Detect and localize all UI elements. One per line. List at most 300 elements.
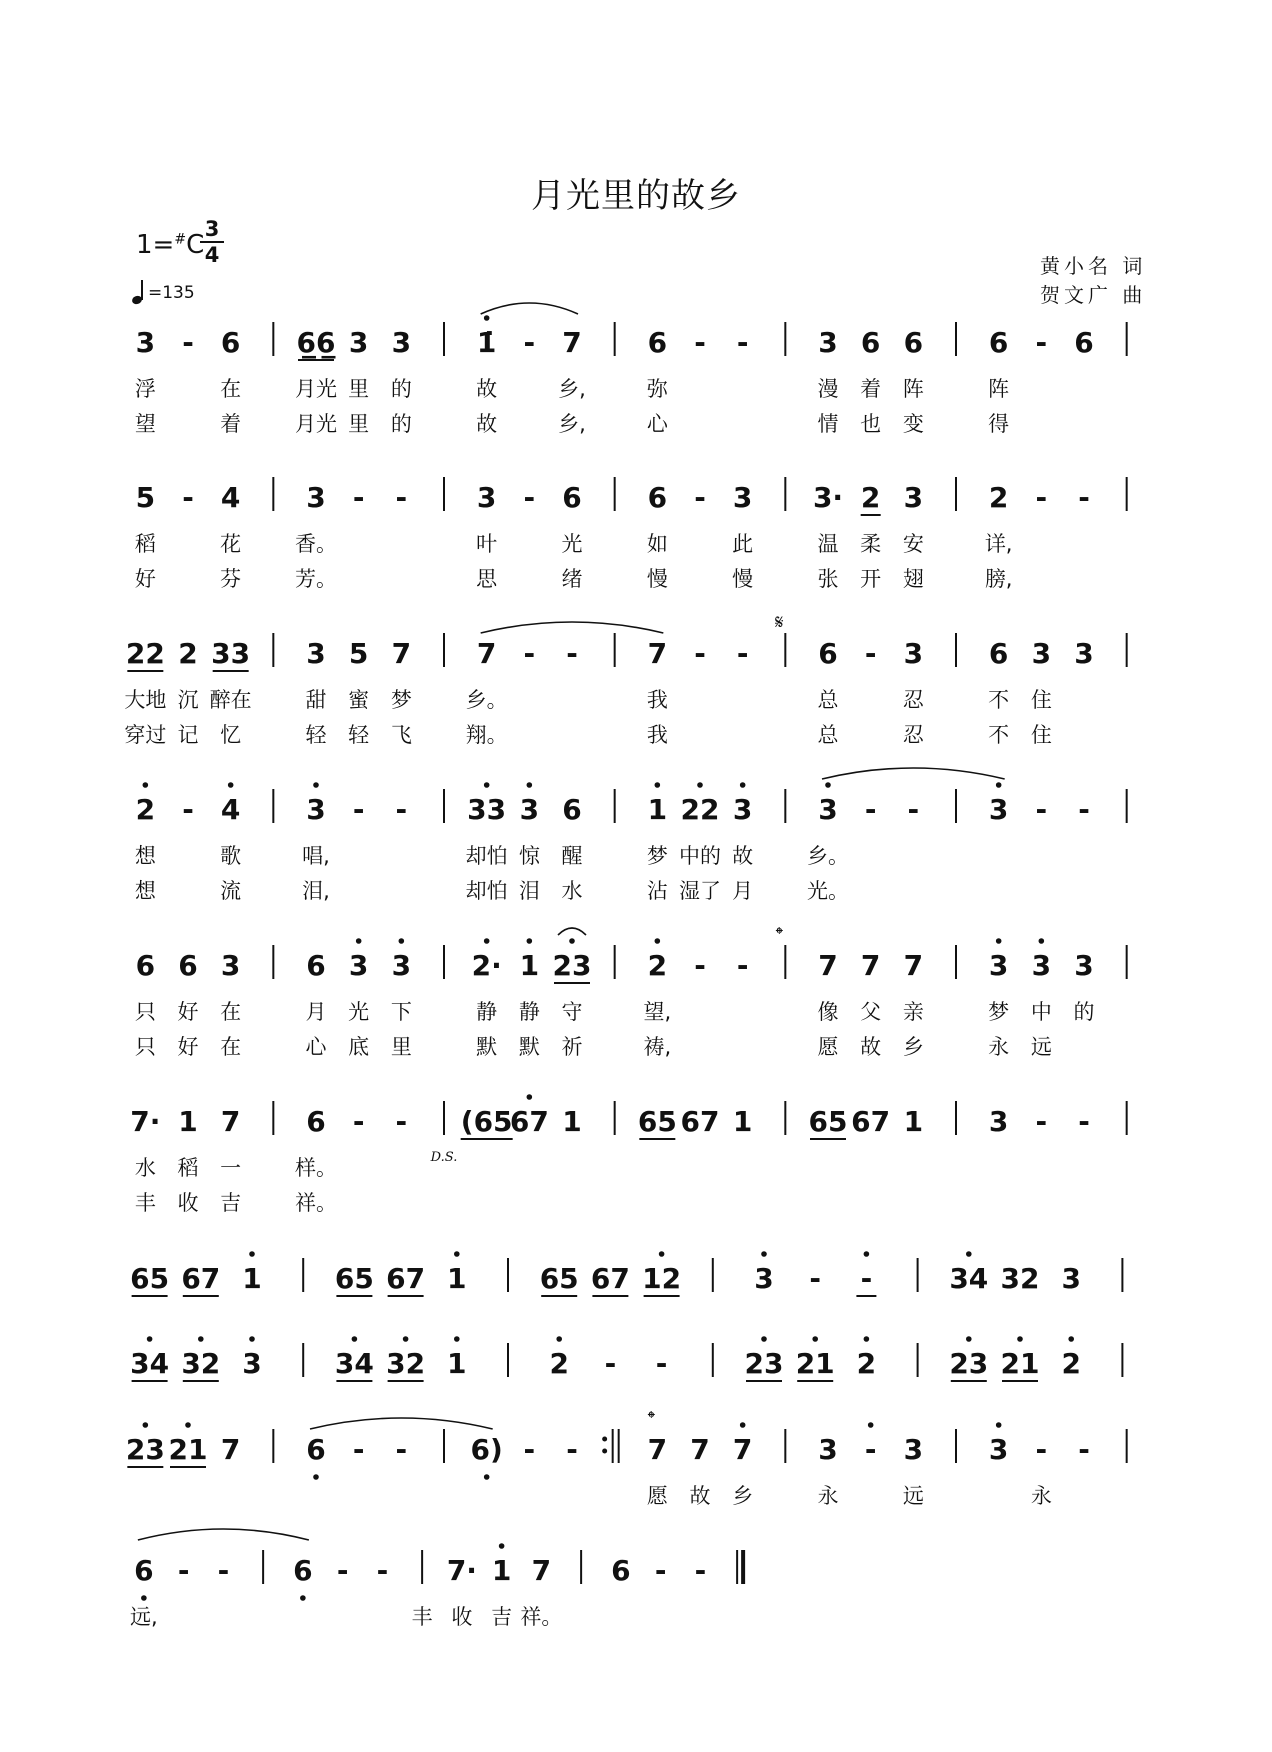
note: 6) bbox=[470, 1433, 503, 1466]
dash-mark: - bbox=[352, 1433, 365, 1466]
note: 23 bbox=[744, 1347, 784, 1380]
note: 3 bbox=[1074, 949, 1094, 982]
high-octave-dot bbox=[556, 1336, 562, 1342]
lyric-syllable: 光。 bbox=[807, 879, 849, 903]
dash-mark: - bbox=[1078, 793, 1090, 826]
lyric-syllable: 丰 bbox=[134, 1191, 156, 1215]
tie bbox=[310, 1418, 493, 1429]
lyric-syllable: 详, bbox=[984, 532, 1013, 556]
note: 65 bbox=[808, 1105, 848, 1138]
lyric-syllable: 乡。 bbox=[807, 844, 849, 868]
lyric-syllable: 的 bbox=[390, 377, 412, 401]
lyric-syllable: 望, bbox=[643, 1000, 672, 1024]
dash-mark: - bbox=[1035, 793, 1048, 826]
lyric-syllable: 故 bbox=[732, 844, 754, 868]
high-octave-dot bbox=[143, 1422, 149, 1428]
lyric-syllable: 此 bbox=[732, 532, 754, 556]
lyric-syllable: 不 bbox=[988, 723, 1010, 747]
note: 2· bbox=[471, 949, 502, 982]
note: 7 bbox=[818, 949, 838, 982]
high-octave-dot bbox=[761, 1251, 767, 1257]
high-octave-dot bbox=[1068, 1336, 1074, 1342]
dash-mark: - bbox=[395, 1433, 408, 1466]
note: 3 bbox=[306, 793, 326, 826]
dash-mark: - bbox=[395, 1105, 408, 1138]
lyric-syllable: 张 bbox=[817, 567, 839, 591]
lyric-syllable: 泪, bbox=[302, 879, 330, 903]
low-octave-dot bbox=[313, 1474, 319, 1480]
slur bbox=[481, 303, 578, 314]
lyric-syllable: 也 bbox=[860, 412, 882, 436]
dash-mark: - bbox=[694, 326, 706, 359]
note: 3 bbox=[348, 949, 369, 982]
lyric-syllable: 的 bbox=[390, 412, 412, 436]
lyric-syllable: 亲 bbox=[902, 1000, 924, 1024]
dash-mark: - bbox=[809, 1262, 822, 1295]
lyric-syllable: 稻 bbox=[177, 1156, 199, 1180]
note: 6 bbox=[135, 949, 156, 982]
lyric-syllable: 一 bbox=[220, 1156, 242, 1180]
dash-mark: - bbox=[182, 793, 194, 826]
note: 67 bbox=[851, 1105, 891, 1138]
lyric-syllable: 着 bbox=[860, 377, 882, 401]
lyric-syllable: 记 bbox=[177, 723, 199, 747]
note: 22 bbox=[125, 637, 165, 670]
note: 2 bbox=[856, 1347, 877, 1380]
dash-mark: - bbox=[182, 326, 194, 359]
dash-mark: - bbox=[604, 1347, 617, 1380]
high-octave-dot bbox=[825, 782, 831, 788]
note: 3· bbox=[812, 481, 844, 514]
dash-mark: - bbox=[694, 1554, 707, 1587]
note: 65 bbox=[539, 1262, 579, 1295]
dash-mark: - bbox=[523, 1433, 536, 1466]
lyric-syllable: 祷, bbox=[643, 1035, 672, 1059]
note: 6̲6̲ bbox=[296, 326, 336, 359]
note: 6 bbox=[562, 793, 582, 826]
lyric-syllable: 在 bbox=[220, 1000, 242, 1024]
note: 3 bbox=[903, 1433, 924, 1466]
lyric-syllable: 收 bbox=[451, 1605, 473, 1629]
note: 1̇ bbox=[476, 326, 497, 359]
lyric-syllable: 里 bbox=[348, 377, 370, 401]
note: 3 bbox=[988, 949, 1009, 982]
note: 7 bbox=[220, 1105, 241, 1138]
note: 2 bbox=[647, 949, 668, 982]
lyric-syllable: 梦 bbox=[646, 844, 668, 868]
note: 3 bbox=[519, 793, 540, 826]
high-octave-dot bbox=[198, 1336, 204, 1342]
lyric-syllable: 乡, bbox=[558, 377, 586, 401]
repeat-dot bbox=[602, 1437, 607, 1442]
lyric-syllable: 默 bbox=[518, 1035, 540, 1059]
note: 7 bbox=[647, 637, 668, 670]
note: 3 bbox=[348, 326, 369, 359]
note: 3 bbox=[1061, 1262, 1081, 1295]
lyric-syllable: 唱, bbox=[302, 844, 330, 868]
dash-mark: - bbox=[523, 326, 536, 359]
lyric-syllable: 我 bbox=[646, 688, 668, 712]
dash-mark: - bbox=[336, 1554, 349, 1587]
lyric-syllable: 着 bbox=[220, 412, 242, 436]
lyric-syllable: 故 bbox=[689, 1484, 711, 1508]
note: 6 bbox=[1074, 326, 1094, 359]
low-octave-dot bbox=[141, 1595, 147, 1601]
high-octave-dot bbox=[484, 782, 490, 788]
dash-mark: - bbox=[182, 481, 194, 514]
dash-mark: - bbox=[523, 637, 536, 670]
note: 21 bbox=[168, 1433, 208, 1466]
dash-mark: - bbox=[860, 1262, 873, 1295]
note: 1 bbox=[519, 949, 540, 982]
note: 67 bbox=[680, 1105, 720, 1138]
lyric-syllable: 好 bbox=[134, 567, 156, 591]
lyric-syllable: 不 bbox=[988, 688, 1010, 712]
note: 6 bbox=[903, 326, 924, 359]
note: 7 bbox=[732, 1433, 753, 1466]
lyric-syllable: 祥。 bbox=[295, 1191, 337, 1215]
dash-mark: - bbox=[655, 1347, 668, 1380]
note: 3 bbox=[732, 481, 753, 514]
note: 6 bbox=[306, 1433, 326, 1466]
lyric-syllable: 忍 bbox=[902, 723, 924, 747]
note: 33 bbox=[467, 793, 507, 826]
note: 65 bbox=[334, 1262, 374, 1295]
high-octave-dot bbox=[147, 1336, 153, 1342]
high-octave-dot bbox=[454, 1251, 460, 1257]
note: 3 bbox=[1031, 949, 1052, 982]
note: 67 bbox=[181, 1262, 221, 1295]
coda-sign: 𝄌 bbox=[647, 1406, 655, 1430]
lyric-syllable: 月 bbox=[732, 879, 754, 903]
tempo-value: =135 bbox=[148, 283, 195, 303]
low-octave-dot bbox=[484, 1474, 490, 1480]
lyric-syllable: 在 bbox=[220, 377, 242, 401]
lyricist-credit: 黄小名 词 bbox=[1040, 254, 1147, 278]
lyric-syllable: 想 bbox=[134, 844, 156, 868]
lyric-syllable: 轻 bbox=[305, 723, 327, 747]
note: 3 bbox=[818, 1433, 838, 1466]
note: 3 bbox=[988, 1105, 1009, 1138]
note: 67 bbox=[590, 1262, 630, 1295]
note: 67 bbox=[386, 1262, 426, 1295]
note: 21 bbox=[795, 1347, 835, 1380]
dash-mark: - bbox=[1035, 326, 1048, 359]
high-octave-dot bbox=[697, 782, 703, 788]
note: 6 bbox=[611, 1554, 631, 1587]
high-octave-dot bbox=[966, 1251, 972, 1257]
lyric-syllable: 芳。 bbox=[295, 567, 337, 591]
dash-mark: - bbox=[736, 949, 749, 982]
note: 7 bbox=[690, 1433, 710, 1466]
lyric-syllable: 愿 bbox=[817, 1035, 839, 1059]
dash-mark: - bbox=[864, 637, 877, 670]
lyric-syllable: 蜜 bbox=[348, 688, 370, 712]
tie bbox=[822, 768, 1005, 779]
high-octave-dot bbox=[569, 938, 575, 944]
lyric-syllable: 吉 bbox=[491, 1605, 513, 1629]
note: 23 bbox=[552, 949, 592, 982]
dash-mark: - bbox=[523, 481, 536, 514]
dash-mark: - bbox=[217, 1554, 230, 1587]
high-octave-dot bbox=[655, 782, 661, 788]
lyric-syllable: 安 bbox=[902, 532, 924, 556]
lyric-syllable: 吉 bbox=[220, 1191, 242, 1215]
note: 3 bbox=[220, 949, 241, 982]
dash-mark: - bbox=[694, 949, 706, 982]
dash-mark: - bbox=[566, 637, 578, 670]
note: 5 bbox=[135, 481, 156, 514]
lyric-syllable: 心 bbox=[646, 412, 668, 436]
dash-mark: - bbox=[376, 1554, 389, 1587]
high-octave-dot bbox=[352, 1336, 358, 1342]
dash-mark: - bbox=[352, 481, 365, 514]
note: 23 bbox=[949, 1347, 989, 1380]
lyric-syllable: 歌 bbox=[220, 844, 242, 868]
lyric-syllable: 漫 bbox=[817, 377, 839, 401]
time-bottom: 4 bbox=[204, 243, 220, 267]
note: 3 bbox=[818, 326, 838, 359]
lyric-syllable: 的 bbox=[1073, 1000, 1095, 1024]
lyric-syllable: 故 bbox=[476, 412, 498, 436]
dash-mark: - bbox=[736, 637, 749, 670]
high-octave-dot bbox=[499, 1543, 505, 1549]
dash-mark: - bbox=[1035, 1105, 1048, 1138]
lyric-syllable: 慢 bbox=[732, 567, 754, 591]
high-octave-dot bbox=[996, 938, 1002, 944]
high-octave-dot bbox=[996, 782, 1002, 788]
lyric-syllable: 远 bbox=[902, 1484, 924, 1508]
note: 2 bbox=[135, 793, 156, 826]
note: 1 bbox=[562, 1105, 582, 1138]
lyric-syllable: 乡, bbox=[558, 412, 586, 436]
note: 7 bbox=[903, 949, 924, 982]
lyric-syllable: 乡。 bbox=[465, 688, 508, 712]
note: 3 bbox=[732, 793, 753, 826]
lyric-syllable: 变 bbox=[902, 412, 924, 436]
note: 6 bbox=[220, 326, 241, 359]
lyric-syllable: 总 bbox=[817, 688, 839, 712]
note: 1 bbox=[732, 1105, 753, 1138]
lyric-syllable: 好 bbox=[177, 1035, 199, 1059]
high-octave-dot bbox=[403, 1336, 409, 1342]
lyric-syllable: 默 bbox=[476, 1035, 498, 1059]
dash-mark: - bbox=[694, 637, 706, 670]
lyric-syllable: 梦 bbox=[390, 688, 412, 712]
high-octave-dot bbox=[527, 938, 533, 944]
lyric-syllable: 愿 bbox=[646, 1484, 668, 1508]
lyric-syllable: 里 bbox=[348, 412, 370, 436]
note: 3 bbox=[903, 481, 924, 514]
lyric-syllable: 丰 bbox=[411, 1605, 433, 1629]
note: 32 bbox=[181, 1347, 221, 1380]
lyric-syllable: 阵 bbox=[902, 377, 924, 401]
lyric-syllable: 思 bbox=[476, 567, 498, 591]
note: 7 bbox=[220, 1433, 241, 1466]
dash-mark: - bbox=[352, 793, 365, 826]
note: 34 bbox=[334, 1347, 374, 1380]
lyric-syllable: 故 bbox=[476, 377, 498, 401]
note: 3 bbox=[476, 481, 497, 514]
note: (65 bbox=[460, 1105, 513, 1138]
note: 67 bbox=[509, 1105, 549, 1138]
note: 1 bbox=[178, 1105, 198, 1138]
dash-mark: - bbox=[1078, 1433, 1090, 1466]
high-octave-dot bbox=[864, 1336, 870, 1342]
lyric-syllable: 好 bbox=[177, 1000, 199, 1024]
note: 6 bbox=[860, 326, 881, 359]
high-octave-dot bbox=[484, 315, 490, 321]
key-sharp: # bbox=[174, 231, 187, 248]
note: 3 bbox=[391, 326, 412, 359]
high-octave-dot bbox=[313, 782, 319, 788]
note: 32 bbox=[386, 1347, 426, 1380]
high-octave-dot bbox=[996, 1422, 1002, 1428]
lyric-syllable: 水 bbox=[561, 879, 583, 903]
high-octave-dot bbox=[356, 938, 362, 944]
lyric-syllable: 醉在 bbox=[209, 688, 252, 712]
lyric-syllable: 忆 bbox=[220, 723, 242, 747]
note: 6 bbox=[134, 1554, 154, 1587]
lyric-syllable: 住 bbox=[1030, 688, 1052, 712]
dash-mark: - bbox=[352, 1105, 365, 1138]
note: 6 bbox=[293, 1554, 313, 1587]
high-octave-dot bbox=[454, 1336, 460, 1342]
dash-mark: - bbox=[395, 481, 408, 514]
lyric-syllable: 香。 bbox=[295, 532, 337, 556]
lyric-syllable: 慢 bbox=[646, 567, 668, 591]
high-octave-dot bbox=[484, 938, 490, 944]
lyric-syllable: 中的 bbox=[679, 844, 721, 868]
high-octave-dot bbox=[399, 938, 405, 944]
note: 4 bbox=[220, 481, 241, 514]
lyric-syllable: 远 bbox=[1030, 1035, 1052, 1059]
lyric-syllable: 芬 bbox=[220, 567, 242, 591]
tie bbox=[481, 622, 664, 633]
high-octave-dot bbox=[740, 782, 746, 788]
lyric-syllable: 祈 bbox=[561, 1035, 583, 1059]
note: 6 bbox=[988, 326, 1009, 359]
note: 3 bbox=[1031, 637, 1052, 670]
high-octave-dot bbox=[249, 1251, 255, 1257]
lyric-syllable: 只 bbox=[134, 1035, 156, 1059]
note: 2 bbox=[1061, 1347, 1081, 1380]
dash-mark: - bbox=[566, 1433, 578, 1466]
lyric-syllable: 光 bbox=[348, 1000, 370, 1024]
note: 1 bbox=[447, 1347, 467, 1380]
segno-sign: 𝄋 bbox=[775, 610, 784, 634]
lyric-syllable: 翔。 bbox=[465, 723, 508, 747]
lyric-syllable: 却怕 bbox=[465, 844, 508, 868]
high-octave-dot bbox=[740, 1422, 746, 1428]
note: 1 bbox=[447, 1262, 467, 1295]
lyric-syllable: 开 bbox=[860, 567, 882, 591]
lyric-syllable: 远, bbox=[130, 1605, 158, 1629]
note: 6 bbox=[647, 481, 668, 514]
note: 3 bbox=[988, 1433, 1009, 1466]
slur bbox=[558, 928, 586, 935]
lyric-syllable: 湿了 bbox=[679, 879, 721, 903]
note: 6 bbox=[818, 637, 838, 670]
lyric-syllable: 心 bbox=[305, 1035, 327, 1059]
note: 5 bbox=[348, 637, 369, 670]
lyric-syllable: 如 bbox=[646, 532, 668, 556]
lyric-syllable: 收 bbox=[177, 1191, 199, 1215]
lyric-syllable: 飞 bbox=[390, 723, 412, 747]
lyric-syllable: 想 bbox=[134, 879, 156, 903]
note: 7 bbox=[647, 1433, 668, 1466]
lyric-syllable: 像 bbox=[817, 1000, 839, 1024]
note: 3 bbox=[818, 793, 838, 826]
high-octave-dot bbox=[868, 1422, 874, 1428]
note: 1 bbox=[647, 793, 668, 826]
lyric-syllable: 阵 bbox=[988, 377, 1010, 401]
high-octave-dot bbox=[185, 1422, 191, 1428]
note: 3 bbox=[988, 793, 1009, 826]
note: 1 bbox=[491, 1554, 512, 1587]
note: 7 bbox=[476, 637, 497, 670]
lyric-syllable: 忍 bbox=[902, 688, 924, 712]
note: 6 bbox=[562, 481, 582, 514]
dash-mark: - bbox=[177, 1554, 190, 1587]
lyric-syllable: 温 bbox=[817, 532, 839, 556]
note: 6 bbox=[306, 1105, 326, 1138]
lyric-syllable: 守 bbox=[561, 1000, 583, 1024]
note: 2 bbox=[988, 481, 1009, 514]
lyric-syllable: 住 bbox=[1030, 723, 1052, 747]
lyric-syllable: 绪 bbox=[561, 567, 583, 591]
dash-mark: - bbox=[654, 1554, 667, 1587]
note: 6 bbox=[306, 949, 326, 982]
lyric-syllable: 花 bbox=[220, 532, 242, 556]
lyric-syllable: 叶 bbox=[476, 532, 498, 556]
note: 6 bbox=[647, 326, 668, 359]
lyric-syllable: 望 bbox=[134, 412, 156, 436]
note: 12 bbox=[642, 1262, 682, 1295]
high-octave-dot bbox=[228, 782, 234, 788]
composer-credit: 贺文广 曲 bbox=[1040, 283, 1147, 307]
high-octave-dot bbox=[864, 1251, 870, 1257]
high-octave-dot bbox=[761, 1336, 767, 1342]
lyric-syllable: 轻 bbox=[348, 723, 370, 747]
lyric-syllable: 稻 bbox=[134, 532, 156, 556]
lyric-syllable: 情 bbox=[817, 412, 839, 436]
dash-mark: - bbox=[1078, 481, 1090, 514]
note: 3 bbox=[754, 1262, 774, 1295]
dash-mark: - bbox=[1078, 1105, 1090, 1138]
high-octave-dot bbox=[527, 782, 533, 788]
note: 21 bbox=[1000, 1347, 1040, 1380]
lyric-syllable: 穿过 bbox=[124, 723, 167, 747]
lyric-syllable: 在 bbox=[220, 1035, 242, 1059]
lyric-syllable: 总 bbox=[817, 723, 839, 747]
note: 23 bbox=[125, 1433, 165, 1466]
key-note: C bbox=[186, 230, 205, 260]
dash-mark: - bbox=[736, 326, 749, 359]
lyric-syllable: 我 bbox=[646, 723, 668, 747]
dash-mark: - bbox=[395, 793, 408, 826]
note: 34 bbox=[130, 1347, 170, 1380]
tie bbox=[138, 1529, 309, 1540]
note: 1 bbox=[903, 1105, 924, 1138]
lyric-syllable: 柔 bbox=[860, 532, 882, 556]
lyric-syllable: 流 bbox=[220, 879, 242, 903]
note: 33 bbox=[211, 637, 251, 670]
lyric-syllable: 月光 bbox=[295, 412, 337, 436]
ds-marking: D.S. bbox=[430, 1150, 458, 1165]
note: 65 bbox=[637, 1105, 677, 1138]
high-octave-dot bbox=[527, 1094, 533, 1100]
